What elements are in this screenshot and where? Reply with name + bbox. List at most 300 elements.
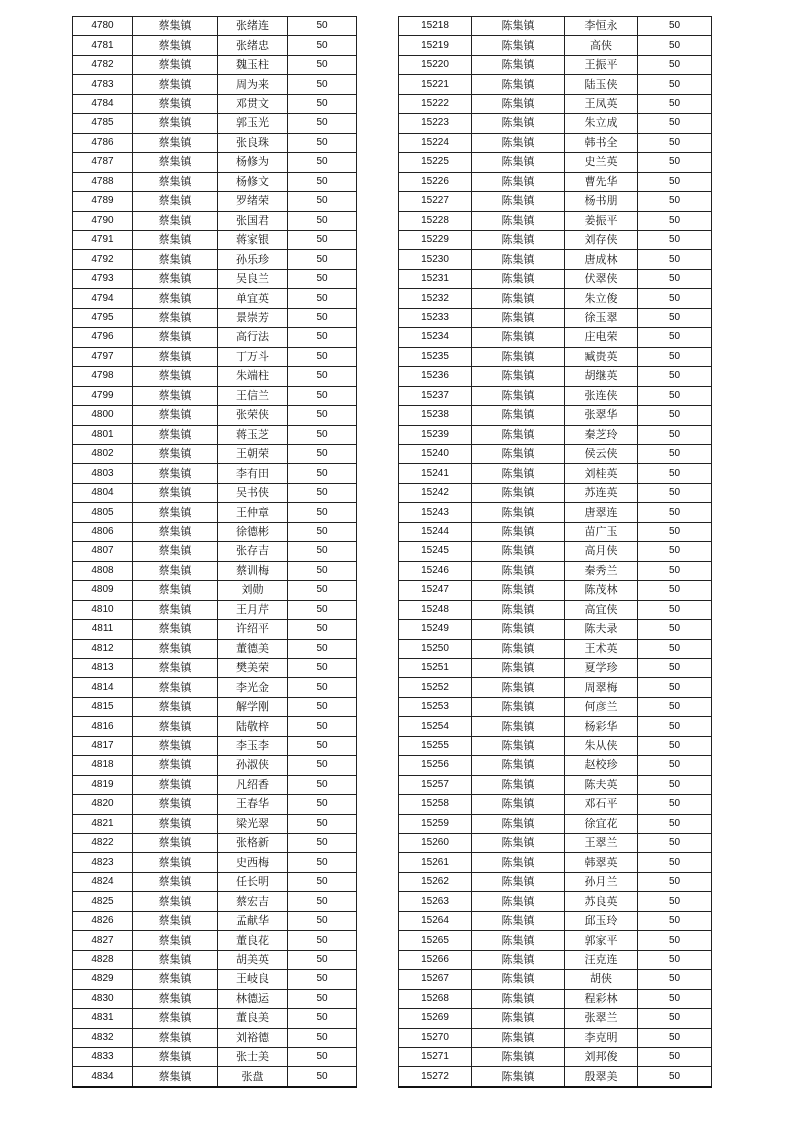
table-row — [73, 834, 357, 853]
table-row — [73, 620, 357, 639]
table-row — [73, 308, 357, 327]
table-row — [399, 230, 712, 249]
serial-number-cell: 4783 — [73, 75, 133, 94]
amount-cell: 50 — [288, 658, 357, 677]
table-row — [73, 75, 357, 94]
table-row — [399, 775, 712, 794]
person-name-cell: 李有田 — [218, 464, 288, 483]
amount-cell: 50 — [638, 406, 712, 425]
amount-cell: 50 — [288, 230, 357, 249]
person-name-cell: 赵校珍 — [565, 756, 638, 775]
table-row — [399, 55, 712, 74]
amount-cell: 50 — [288, 406, 357, 425]
table-row — [399, 94, 712, 113]
person-name-cell: 杨修为 — [218, 153, 288, 172]
serial-number-cell: 4803 — [73, 464, 133, 483]
amount-cell: 50 — [638, 75, 712, 94]
person-name-cell: 汪克连 — [565, 950, 638, 969]
amount-cell: 50 — [288, 75, 357, 94]
township-cell: 陈集镇 — [472, 581, 565, 600]
person-name-cell: 王仲章 — [218, 503, 288, 522]
serial-number-cell: 4795 — [73, 308, 133, 327]
serial-number-cell: 4823 — [73, 853, 133, 872]
township-cell: 蔡集镇 — [133, 172, 218, 191]
table-row — [399, 561, 712, 580]
table-row — [399, 289, 712, 308]
township-cell: 陈集镇 — [472, 639, 565, 658]
serial-number-cell: 15232 — [399, 289, 472, 308]
serial-number-cell: 15260 — [399, 834, 472, 853]
person-name-cell: 陈夫录 — [565, 620, 638, 639]
township-cell: 陈集镇 — [472, 406, 565, 425]
table-row — [399, 717, 712, 736]
serial-number-cell: 4826 — [73, 911, 133, 930]
township-cell: 蔡集镇 — [133, 736, 218, 755]
amount-cell: 50 — [288, 153, 357, 172]
person-name-cell: 史西梅 — [218, 853, 288, 872]
person-name-cell: 张盘 — [218, 1067, 288, 1087]
amount-cell: 50 — [288, 289, 357, 308]
serial-number-cell: 15233 — [399, 308, 472, 327]
township-cell: 陈集镇 — [472, 172, 565, 191]
amount-cell: 50 — [638, 581, 712, 600]
person-name-cell: 李玉李 — [218, 736, 288, 755]
serial-number-cell: 4791 — [73, 230, 133, 249]
serial-number-cell: 4787 — [73, 153, 133, 172]
table-row — [73, 289, 357, 308]
amount-cell: 50 — [288, 211, 357, 230]
township-cell: 陈集镇 — [472, 834, 565, 853]
serial-number-cell: 4796 — [73, 328, 133, 347]
table-row — [399, 678, 712, 697]
serial-number-cell: 4833 — [73, 1048, 133, 1067]
serial-number-cell: 4818 — [73, 756, 133, 775]
person-name-cell: 邱玉玲 — [565, 911, 638, 930]
serial-number-cell: 15261 — [399, 853, 472, 872]
table-row — [399, 211, 712, 230]
amount-cell: 50 — [288, 678, 357, 697]
person-name-cell: 朱立成 — [565, 114, 638, 133]
table-row — [73, 600, 357, 619]
serial-number-cell: 4829 — [73, 970, 133, 989]
table-row — [399, 308, 712, 327]
serial-number-cell: 4794 — [73, 289, 133, 308]
person-name-cell: 何彦兰 — [565, 697, 638, 716]
table-row — [399, 814, 712, 833]
person-name-cell: 张翠华 — [565, 406, 638, 425]
amount-cell: 50 — [288, 581, 357, 600]
amount-cell: 50 — [638, 94, 712, 113]
amount-cell: 50 — [288, 950, 357, 969]
table-row — [399, 386, 712, 405]
township-cell: 蔡集镇 — [133, 503, 218, 522]
table-row — [73, 1067, 357, 1087]
person-name-cell: 陈茂林 — [565, 581, 638, 600]
serial-number-cell: 4834 — [73, 1067, 133, 1087]
table-row — [73, 464, 357, 483]
serial-number-cell: 15237 — [399, 386, 472, 405]
left-roster-table — [72, 16, 357, 1088]
person-name-cell: 韩书全 — [565, 133, 638, 152]
township-cell: 蔡集镇 — [133, 853, 218, 872]
serial-number-cell: 4802 — [73, 444, 133, 463]
township-cell: 陈集镇 — [472, 658, 565, 677]
amount-cell: 50 — [288, 1048, 357, 1067]
person-name-cell: 王信兰 — [218, 386, 288, 405]
table-row — [399, 172, 712, 191]
serial-number-cell: 4812 — [73, 639, 133, 658]
serial-number-cell: 15218 — [399, 17, 472, 36]
person-name-cell: 董良美 — [218, 1009, 288, 1028]
serial-number-cell: 15241 — [399, 464, 472, 483]
amount-cell: 50 — [288, 250, 357, 269]
serial-number-cell: 15223 — [399, 114, 472, 133]
person-name-cell: 刘邦俊 — [565, 1048, 638, 1067]
person-name-cell: 樊美荣 — [218, 658, 288, 677]
table-row — [73, 1028, 357, 1047]
person-name-cell: 张绪连 — [218, 17, 288, 36]
table-row — [73, 756, 357, 775]
serial-number-cell: 15238 — [399, 406, 472, 425]
township-cell: 蔡集镇 — [133, 795, 218, 814]
person-name-cell: 陈夫英 — [565, 775, 638, 794]
table-row — [73, 269, 357, 288]
township-cell: 陈集镇 — [472, 911, 565, 930]
table-row — [73, 697, 357, 716]
table-row — [399, 153, 712, 172]
amount-cell: 50 — [638, 736, 712, 755]
person-name-cell: 夏学珍 — [565, 658, 638, 677]
person-name-cell: 张绪忠 — [218, 36, 288, 55]
serial-number-cell: 4793 — [73, 269, 133, 288]
serial-number-cell: 15254 — [399, 717, 472, 736]
person-name-cell: 秦秀兰 — [565, 561, 638, 580]
amount-cell: 50 — [288, 600, 357, 619]
serial-number-cell: 15256 — [399, 756, 472, 775]
table-row — [73, 678, 357, 697]
township-cell: 陈集镇 — [472, 503, 565, 522]
table-row — [399, 17, 712, 36]
serial-number-cell: 15247 — [399, 581, 472, 600]
township-cell: 蔡集镇 — [133, 347, 218, 366]
serial-number-cell: 4784 — [73, 94, 133, 113]
table-row — [73, 192, 357, 211]
serial-number-cell: 4800 — [73, 406, 133, 425]
township-cell: 蔡集镇 — [133, 153, 218, 172]
person-name-cell: 高行法 — [218, 328, 288, 347]
township-cell: 蔡集镇 — [133, 425, 218, 444]
township-cell: 陈集镇 — [472, 211, 565, 230]
township-cell: 蔡集镇 — [133, 814, 218, 833]
table-row — [73, 211, 357, 230]
table-row — [399, 114, 712, 133]
amount-cell: 50 — [638, 55, 712, 74]
table-row — [399, 192, 712, 211]
table-row — [73, 717, 357, 736]
amount-cell: 50 — [638, 153, 712, 172]
table-row — [73, 55, 357, 74]
person-name-cell: 周翠梅 — [565, 678, 638, 697]
township-cell: 陈集镇 — [472, 250, 565, 269]
township-cell: 蔡集镇 — [133, 697, 218, 716]
township-cell: 蔡集镇 — [133, 775, 218, 794]
amount-cell: 50 — [288, 269, 357, 288]
township-cell: 陈集镇 — [472, 133, 565, 152]
serial-number-cell: 15226 — [399, 172, 472, 191]
person-name-cell: 丁万斗 — [218, 347, 288, 366]
amount-cell: 50 — [288, 328, 357, 347]
table-row — [73, 114, 357, 133]
table-row — [399, 1009, 712, 1028]
township-cell: 陈集镇 — [472, 269, 565, 288]
amount-cell: 50 — [638, 425, 712, 444]
person-name-cell: 徐宜花 — [565, 814, 638, 833]
amount-cell: 50 — [638, 697, 712, 716]
amount-cell: 50 — [288, 620, 357, 639]
amount-cell: 50 — [288, 55, 357, 74]
table-row — [399, 620, 712, 639]
amount-cell: 50 — [638, 911, 712, 930]
serial-number-cell: 15227 — [399, 192, 472, 211]
person-name-cell: 任长明 — [218, 872, 288, 891]
amount-cell: 50 — [288, 697, 357, 716]
table-row — [73, 386, 357, 405]
table-row — [73, 542, 357, 561]
table-row — [399, 970, 712, 989]
table-row — [399, 1048, 712, 1067]
township-cell: 蔡集镇 — [133, 94, 218, 113]
amount-cell: 50 — [288, 367, 357, 386]
table-row — [73, 561, 357, 580]
township-cell: 蔡集镇 — [133, 1028, 218, 1047]
person-name-cell: 史兰英 — [565, 153, 638, 172]
serial-number-cell: 4781 — [73, 36, 133, 55]
serial-number-cell: 15251 — [399, 658, 472, 677]
table-row — [73, 425, 357, 444]
township-cell: 蔡集镇 — [133, 1048, 218, 1067]
person-name-cell: 唐翠连 — [565, 503, 638, 522]
table-row — [399, 328, 712, 347]
township-cell: 陈集镇 — [472, 697, 565, 716]
person-name-cell: 蔡训梅 — [218, 561, 288, 580]
person-name-cell: 解学刚 — [218, 697, 288, 716]
serial-number-cell: 15269 — [399, 1009, 472, 1028]
person-name-cell: 许绍平 — [218, 620, 288, 639]
township-cell: 陈集镇 — [472, 775, 565, 794]
amount-cell: 50 — [638, 1009, 712, 1028]
table-row — [399, 989, 712, 1008]
person-name-cell: 张存吉 — [218, 542, 288, 561]
township-cell: 陈集镇 — [472, 444, 565, 463]
person-name-cell: 曹先华 — [565, 172, 638, 191]
person-name-cell: 董德美 — [218, 639, 288, 658]
amount-cell: 50 — [288, 639, 357, 658]
person-name-cell: 张国君 — [218, 211, 288, 230]
township-cell: 陈集镇 — [472, 153, 565, 172]
person-name-cell: 高侠 — [565, 36, 638, 55]
serial-number-cell: 15221 — [399, 75, 472, 94]
table-row — [399, 133, 712, 152]
table-row — [73, 483, 357, 502]
township-cell: 蔡集镇 — [133, 308, 218, 327]
table-row — [73, 658, 357, 677]
township-cell: 陈集镇 — [472, 678, 565, 697]
amount-cell: 50 — [288, 756, 357, 775]
township-cell: 陈集镇 — [472, 1009, 565, 1028]
person-name-cell: 单宜英 — [218, 289, 288, 308]
table-row — [399, 406, 712, 425]
person-name-cell: 蒋家银 — [218, 230, 288, 249]
township-cell: 蔡集镇 — [133, 931, 218, 950]
amount-cell: 50 — [288, 444, 357, 463]
table-row — [399, 950, 712, 969]
serial-number-cell: 15271 — [399, 1048, 472, 1067]
table-row — [399, 1067, 712, 1087]
person-name-cell: 王岐良 — [218, 970, 288, 989]
table-row — [399, 931, 712, 950]
township-cell: 蔡集镇 — [133, 133, 218, 152]
amount-cell: 50 — [638, 620, 712, 639]
table-row — [399, 347, 712, 366]
serial-number-cell: 15252 — [399, 678, 472, 697]
table-row — [399, 911, 712, 930]
township-cell: 陈集镇 — [472, 483, 565, 502]
serial-number-cell: 4807 — [73, 542, 133, 561]
person-name-cell: 张翠兰 — [565, 1009, 638, 1028]
person-name-cell: 杨修文 — [218, 172, 288, 191]
township-cell: 陈集镇 — [472, 114, 565, 133]
person-name-cell: 邓贯文 — [218, 94, 288, 113]
amount-cell: 50 — [638, 814, 712, 833]
township-cell: 蔡集镇 — [133, 269, 218, 288]
person-name-cell: 王翠兰 — [565, 834, 638, 853]
table-row — [73, 970, 357, 989]
serial-number-cell: 4815 — [73, 697, 133, 716]
township-cell: 陈集镇 — [472, 464, 565, 483]
person-name-cell: 张士美 — [218, 1048, 288, 1067]
township-cell: 陈集镇 — [472, 620, 565, 639]
township-cell: 蔡集镇 — [133, 561, 218, 580]
serial-number-cell: 4799 — [73, 386, 133, 405]
township-cell: 陈集镇 — [472, 347, 565, 366]
person-name-cell: 姜振平 — [565, 211, 638, 230]
amount-cell: 50 — [638, 775, 712, 794]
serial-number-cell: 15245 — [399, 542, 472, 561]
amount-cell: 50 — [288, 892, 357, 911]
table-row — [399, 736, 712, 755]
table-row — [399, 367, 712, 386]
amount-cell: 50 — [638, 36, 712, 55]
serial-number-cell: 4797 — [73, 347, 133, 366]
township-cell: 陈集镇 — [472, 75, 565, 94]
table-row — [399, 658, 712, 677]
person-name-cell: 王振平 — [565, 55, 638, 74]
serial-number-cell: 15270 — [399, 1028, 472, 1047]
table-row — [399, 425, 712, 444]
serial-number-cell: 4827 — [73, 931, 133, 950]
serial-number-cell: 4790 — [73, 211, 133, 230]
person-name-cell: 李克明 — [565, 1028, 638, 1047]
amount-cell: 50 — [288, 36, 357, 55]
table-row — [73, 775, 357, 794]
table-row — [73, 347, 357, 366]
township-cell: 陈集镇 — [472, 853, 565, 872]
table-row — [73, 444, 357, 463]
township-cell: 陈集镇 — [472, 1028, 565, 1047]
table-row — [73, 36, 357, 55]
serial-number-cell: 4822 — [73, 834, 133, 853]
table-row — [73, 581, 357, 600]
person-name-cell: 吴良兰 — [218, 269, 288, 288]
person-name-cell: 蒋玉芝 — [218, 425, 288, 444]
amount-cell: 50 — [638, 717, 712, 736]
township-cell: 蔡集镇 — [133, 444, 218, 463]
amount-cell: 50 — [288, 1067, 357, 1087]
amount-cell: 50 — [288, 911, 357, 930]
person-name-cell: 秦芝玲 — [565, 425, 638, 444]
person-name-cell: 杨彩华 — [565, 717, 638, 736]
township-cell: 蔡集镇 — [133, 950, 218, 969]
table-row — [73, 795, 357, 814]
amount-cell: 50 — [638, 989, 712, 1008]
table-row — [399, 697, 712, 716]
township-cell: 蔡集镇 — [133, 328, 218, 347]
township-cell: 陈集镇 — [472, 522, 565, 541]
township-cell: 蔡集镇 — [133, 970, 218, 989]
person-name-cell: 刘存侠 — [565, 230, 638, 249]
person-name-cell: 刘勋 — [218, 581, 288, 600]
table-row — [73, 1009, 357, 1028]
amount-cell: 50 — [288, 561, 357, 580]
table-row — [73, 94, 357, 113]
amount-cell: 50 — [638, 269, 712, 288]
township-cell: 蔡集镇 — [133, 250, 218, 269]
amount-cell: 50 — [638, 756, 712, 775]
person-name-cell: 蔡宏吉 — [218, 892, 288, 911]
township-cell: 陈集镇 — [472, 308, 565, 327]
table-row — [73, 133, 357, 152]
amount-cell: 50 — [288, 308, 357, 327]
person-name-cell: 庄电荣 — [565, 328, 638, 347]
amount-cell: 50 — [288, 133, 357, 152]
amount-cell: 50 — [288, 931, 357, 950]
person-name-cell: 凡绍香 — [218, 775, 288, 794]
table-row — [399, 444, 712, 463]
township-cell: 陈集镇 — [472, 795, 565, 814]
table-row — [73, 1048, 357, 1067]
township-cell: 蔡集镇 — [133, 756, 218, 775]
amount-cell: 50 — [638, 931, 712, 950]
township-cell: 陈集镇 — [472, 950, 565, 969]
township-cell: 陈集镇 — [472, 289, 565, 308]
person-name-cell: 张良珠 — [218, 133, 288, 152]
serial-number-cell: 15258 — [399, 795, 472, 814]
township-cell: 蔡集镇 — [133, 658, 218, 677]
person-name-cell: 胡继英 — [565, 367, 638, 386]
amount-cell: 50 — [638, 133, 712, 152]
amount-cell: 50 — [638, 970, 712, 989]
person-name-cell: 侯云侠 — [565, 444, 638, 463]
serial-number-cell: 15268 — [399, 989, 472, 1008]
amount-cell: 50 — [288, 834, 357, 853]
table-row — [73, 950, 357, 969]
serial-number-cell: 4805 — [73, 503, 133, 522]
township-cell: 陈集镇 — [472, 989, 565, 1008]
table-row — [73, 814, 357, 833]
township-cell: 陈集镇 — [472, 36, 565, 55]
township-cell: 陈集镇 — [472, 717, 565, 736]
table-row — [73, 911, 357, 930]
